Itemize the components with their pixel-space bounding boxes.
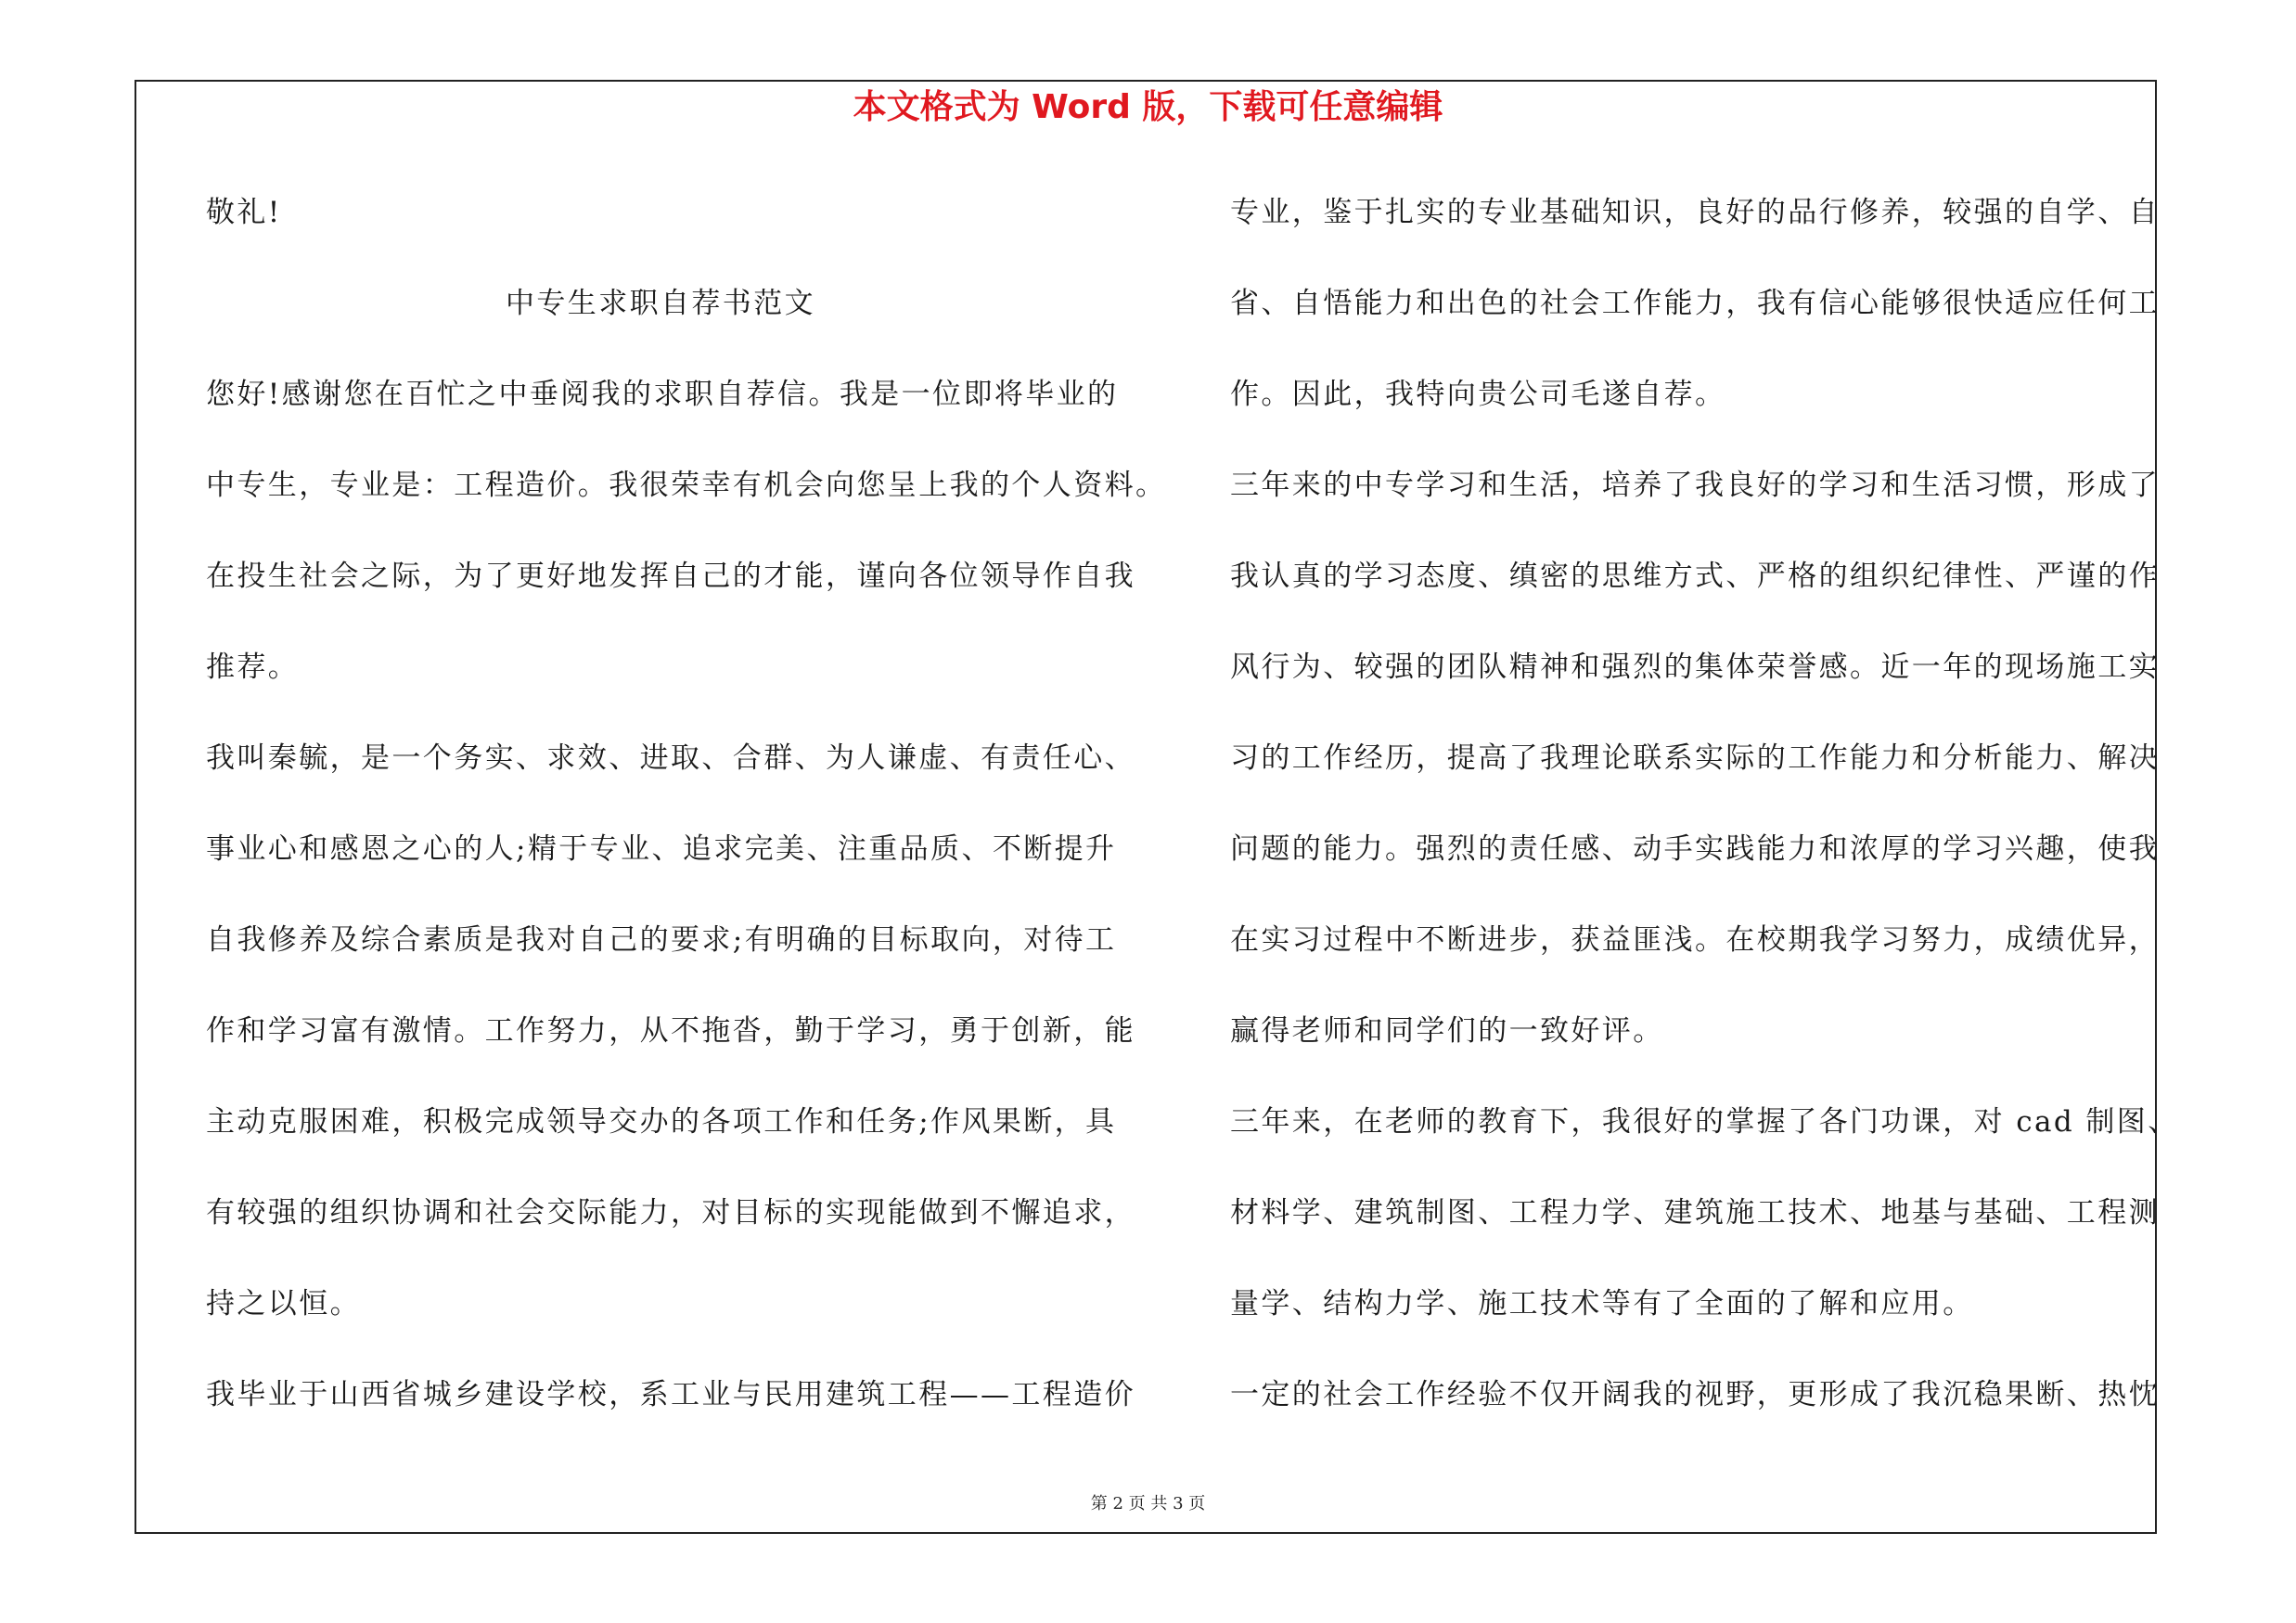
text-line: 中专生，专业是：工程造价。我很荣幸有机会向您呈上我的个人资料。 [206,469,1167,502]
text-line: 专业，鉴于扎实的专业基础知识，良好的品行修养，较强的自学、自 [1230,196,2160,229]
text-line: 我叫秦毓，是一个务实、求效、进取、合群、为人谦虚、有责任心、 [206,741,1135,775]
text-line: 您好!感谢您在百忙之中垂阅我的求职自荐信。我是一位即将毕业的 [206,378,1119,411]
text-line: 三年来，在老师的教育下，我很好的掌握了各门功课，对 cad 制图、 [1230,1105,2179,1139]
page-number-footer: 第 2 页 共 3 页 [1090,1494,1206,1514]
text-line: 有较强的组织协调和社会交际能力，对目标的实现能做到不懈追求， [206,1196,1135,1230]
text-line: 持之以恒。 [206,1287,361,1320]
right-text-column [1230,186,2179,1459]
text-line: 量学、结构力学、施工技术等有了全面的了解和应用。 [1230,1287,1974,1320]
text-line: 敬礼! [206,196,282,229]
text-line: 作和学习富有激情。工作努力，从不拖沓，勤于学习，勇于创新，能 [206,1014,1135,1048]
text-line: 赢得老师和同学们的一致好评。 [1230,1014,1664,1048]
text-line: 在实习过程中不断进步，获益匪浅。在校期我学习努力，成绩优异， [1230,923,2160,957]
document-title: 中专生求职自荐书范文 [506,287,815,320]
text-line: 省、自悟能力和出色的社会工作能力，我有信心能够很快适应任何工 [1230,287,2160,320]
word-format-banner: 本文格式为 Word 版，下载可任意编辑 [853,88,1443,126]
text-line: 事业心和感恩之心的人;精于专业、追求完美、注重品质、不断提升 [206,832,1117,866]
text-line: 一定的社会工作经验不仅开阔我的视野，更形成了我沉稳果断、热忱 [1230,1378,2160,1411]
text-line: 风行为、较强的团队精神和强烈的集体荣誉感。近一年的现场施工实 [1230,650,2160,684]
text-line: 自我修养及综合素质是我对自己的要求;有明确的目标取向，对待工 [206,923,1117,957]
text-line: 推荐。 [206,650,300,684]
text-line: 我认真的学习态度、缜密的思维方式、严格的组织纪律性、严谨的作 [1230,560,2160,593]
text-line: 问题的能力。强烈的责任感、动手实践能力和浓厚的学习兴趣，使我 [1230,832,2160,866]
text-line: 三年来的中专学习和生活，培养了我良好的学习和生活习惯，形成了 [1230,469,2160,502]
text-line: 主动克服困难，积极完成领导交办的各项工作和任务;作风果断，具 [206,1105,1117,1139]
left-text-column [206,186,1171,1459]
text-line: 习的工作经历，提高了我理论联系实际的工作能力和分析能力、解决 [1230,741,2160,775]
text-line: 作。因此，我特向贵公司毛遂自荐。 [1230,378,1726,411]
text-line: 材料学、建筑制图、工程力学、建筑施工技术、地基与基础、工程测 [1230,1196,2160,1230]
text-line: 我毕业于山西省城乡建设学校，系工业与民用建筑工程——工程造价 [206,1378,1135,1411]
text-line: 在投生社会之际，为了更好地发挥自己的才能，谨向各位领导作自我 [206,560,1135,593]
